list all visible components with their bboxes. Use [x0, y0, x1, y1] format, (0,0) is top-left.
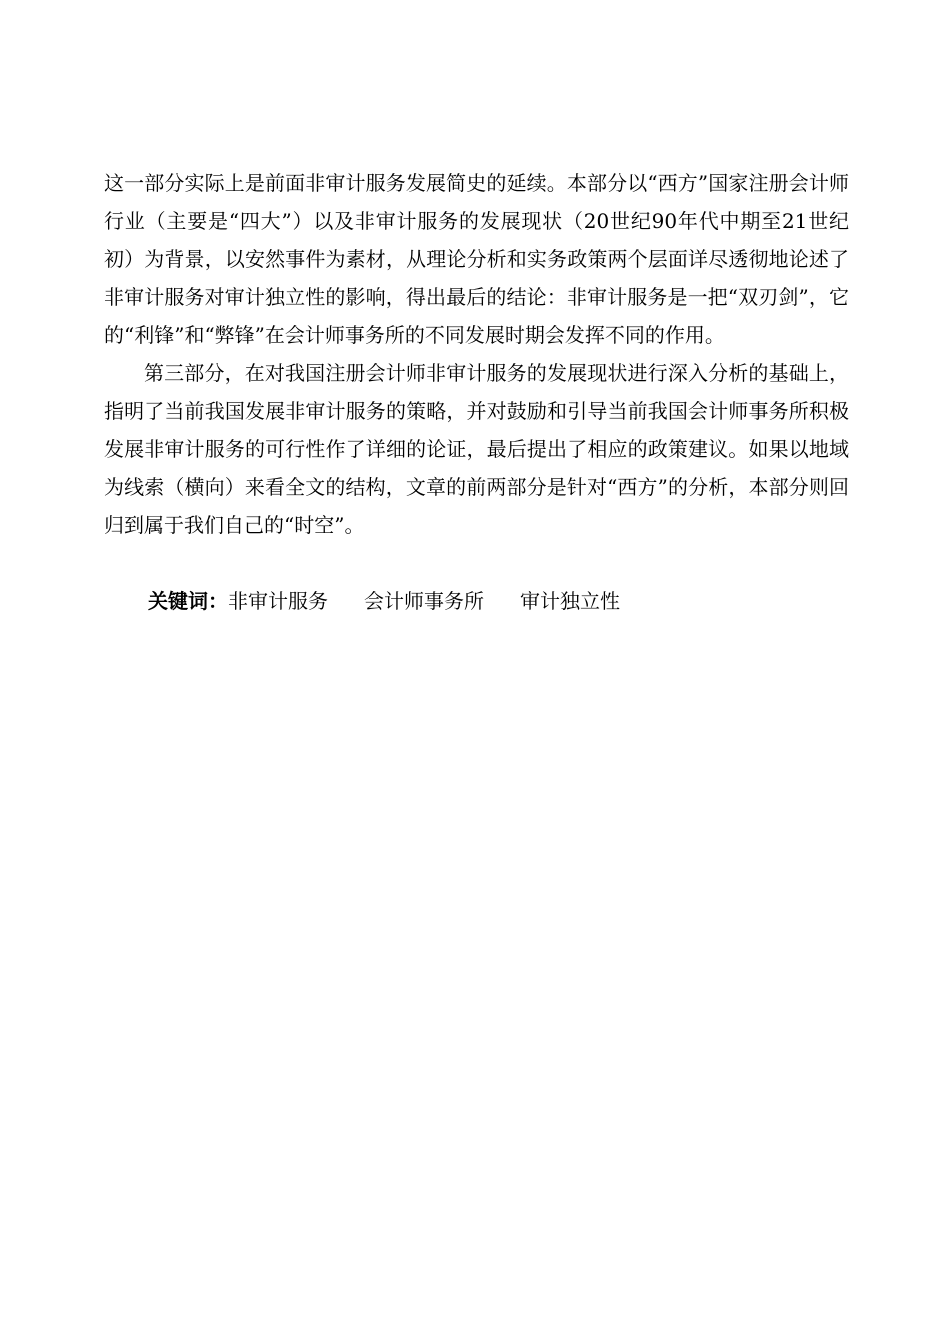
keyword-item: 审计独立性	[520, 589, 620, 613]
keyword-item: 非审计服务	[228, 589, 328, 613]
keywords-line	[104, 582, 849, 620]
document-page	[104, 164, 849, 620]
paragraph-continuation: 这一部分实际上是前面非审计服务发展简史的延续。本部分以“西方”国家注册会计师行业（主要是“四大”）以及非审计服务的发展现状（20世纪90年代中期至21世纪初）为背景，以安然事件为素材，从理论分析和实务政策两个层面详尽透彻地论述了非审计服务对审计独立性的影响，得出最后的结论：非审计服务是一把“双刃剑”，它的“利锋”和“弊锋”在会计师事务所的不同发展时期会发挥不同的作用。	[104, 171, 849, 347]
keyword-item: 会计师事务所	[364, 589, 484, 613]
paragraph-part-three: 第三部分，在对我国注册会计师非审计服务的发展现状进行深入分析的基础上，指明了当前我国发展非审计服务的策略，并对鼓励和引导当前我国会计师事务所积极发展非审计服务的可行性作了详细的论证，最后提出了相应的政策建议。如果以地域为线索（横向）来看全文的结构，文章的前两部分是针对“西方”的分析，本部分则回归到属于我们自己的“时空”。	[104, 361, 849, 537]
keywords-label: 关键词：	[148, 589, 228, 613]
